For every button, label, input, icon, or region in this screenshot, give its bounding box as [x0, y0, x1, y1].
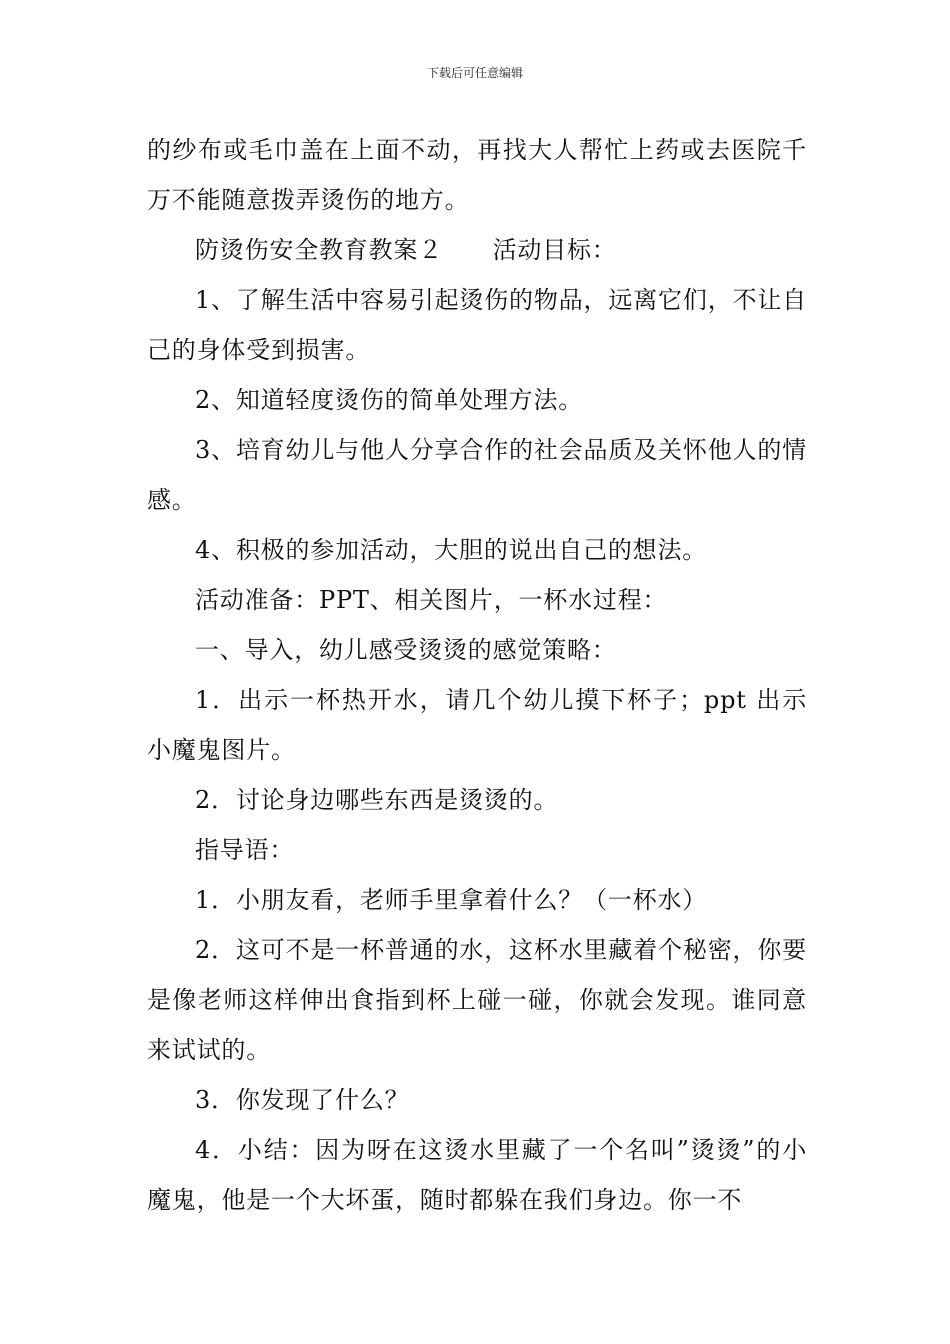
paragraph-15: 4．小结：因为呀在这烫水里藏了一个名叫”烫烫”的小魔鬼，他是一个大坏蛋，随时都躲在我们身边。你一不 [147, 1136, 807, 1214]
paragraph-13: 2．这可不是一杯普通的水，这杯水里藏着个秘密，你要是像老师这样伸出食指到杯上碰一碰，你就会发现。谁同意来试试的。 [147, 936, 807, 1064]
paragraph-3: 1、了解生活中容易引起烫伤的物品，远离它们，不让自己的身体受到损害。 [147, 286, 807, 364]
paragraph-2: 防烫伤安全教育教案２ 活动目标： [195, 236, 617, 264]
paragraph-14: 3．你发现了什么？ [195, 1086, 410, 1114]
paragraph-8: 一、导入，幼儿感受烫烫的感觉策略： [195, 636, 617, 664]
paragraph-12: 1．小朋友看，老师手里拿着什么？（一杯水） [195, 886, 708, 914]
paragraph-6: 4、积极的参加活动，大胆的说出自己的想法。 [195, 536, 708, 564]
paragraph-4: 2、知道轻度烫伤的简单处理方法。 [195, 386, 584, 414]
paragraph-5: 3、培育幼儿与他人分享合作的社会品质及关怀他人的情感。 [147, 436, 807, 514]
paragraph-7: 活动准备：PPT、相关图片，一杯水过程： [195, 586, 668, 614]
paragraph-10: 2．讨论身边哪些东西是烫烫的。 [195, 786, 559, 814]
paragraph-9: 1．出示一杯热开水，请几个幼儿摸下杯子；ppt 出示小魔鬼图片。 [147, 686, 807, 764]
paragraph-11: 指导语： [195, 836, 295, 864]
paragraph-1: 的纱布或毛巾盖在上面不动，再找大人帮忙上药或去医院千万不能随意拨弄烫伤的地方。 [147, 136, 807, 214]
document-body [147, 125, 807, 1225]
page-header: 下载后可任意编辑 [426, 66, 523, 80]
